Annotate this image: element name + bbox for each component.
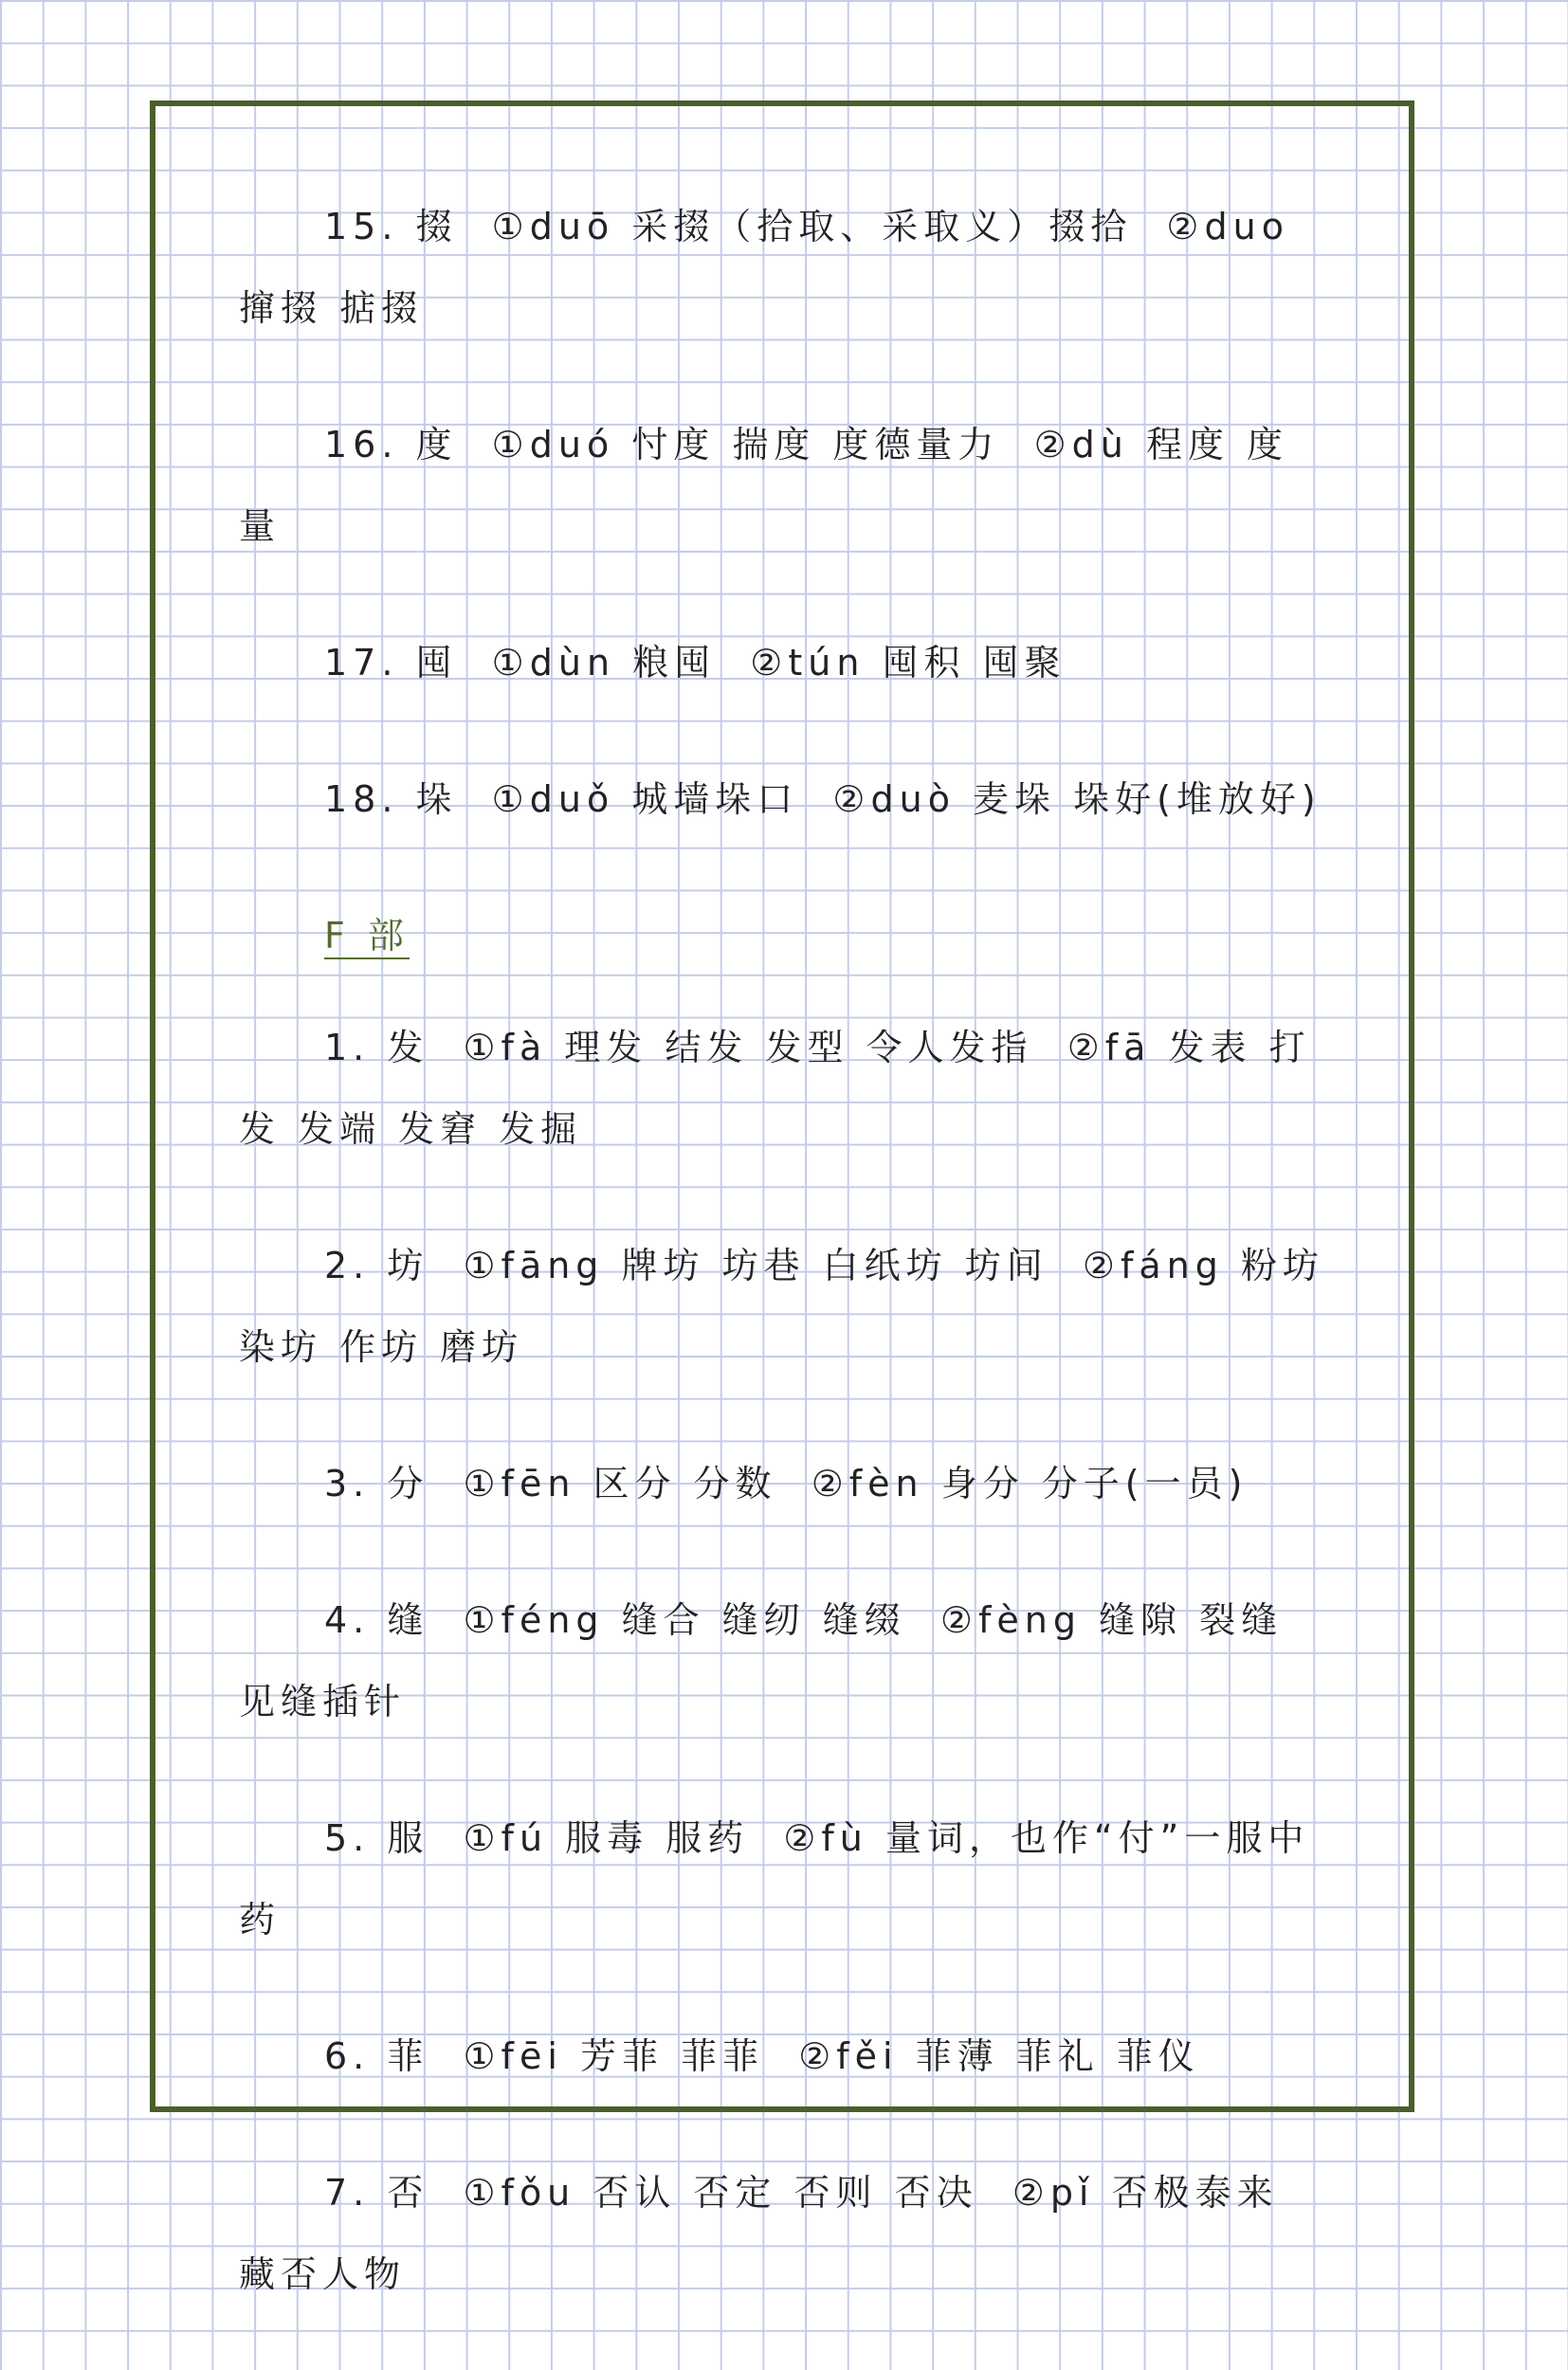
entry-fou-否: 7. 否 ①fǒu 否认 否定 否则 否决 ②pǐ 否极泰来 藏否人物: [239, 2172, 1296, 2295]
entry-fen-分: 3. 分 ①fēn 区分 分数 ②fèn 身分 分子(一员): [324, 1463, 1249, 1504]
page-content: [239, 186, 1342, 2370]
entry-du-度: 16. 度 ①duó 忖度 揣度 度德量力 ②dù 程度 度量: [239, 424, 1289, 547]
entry-dun-囤: 17. 囤 ①dùn 粮囤 ②tún 囤积 囤聚: [324, 642, 1067, 684]
section-heading-text: F 部: [324, 915, 410, 957]
entry-fang-坊: 2. 坊 ①fāng 牌坊 坊巷 白纸坊 坊间 ②fáng 粉坊 染坊 作坊 磨坊: [239, 1245, 1342, 1368]
entry-duo-垛: 18. 垛 ①duǒ 城墙垛口 ②duò 麦垛 垛好(堆放好): [324, 778, 1322, 820]
entry-duo-掇: 15. 掇 ①duō 采掇（拾取、采取义）掇拾 ②duo 撺掇 掂掇: [239, 206, 1307, 329]
entry-feng-缝: 4. 缝 ①féng 缝合 缝纫 缝缀 ②fèng 缝隙 裂缝 见缝插针: [239, 1599, 1301, 1723]
entry-fa-发: 1. 发 ①fà 理发 结发 发型 令人发指 ②fā 发表 打发 发端 发窘 发掘: [239, 1027, 1311, 1150]
entry-fu-服: 5. 服 ①fú 服毒 服药 ②fù 量词，也作“付”一服中药: [239, 1817, 1310, 1941]
entry-fei-菲: 6. 菲 ①fēi 芳菲 菲菲 ②fěi 菲薄 菲礼 菲仪: [324, 2035, 1200, 2077]
section-heading-f: [239, 895, 1329, 976]
